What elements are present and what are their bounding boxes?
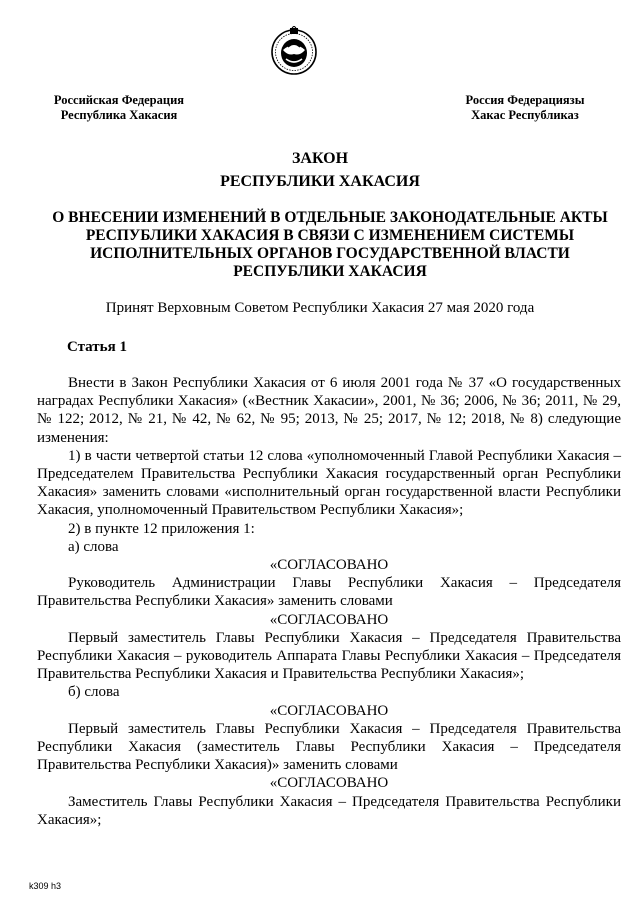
approval-stamp-text: «СОГЛАСОВАНО	[269, 775, 389, 792]
coat-of-arms-emblem	[269, 26, 319, 76]
paragraph: 2) в пункте 12 приложения 1:	[68, 520, 255, 537]
header-right	[445, 93, 605, 123]
footer-code: k309 h3	[29, 881, 62, 891]
article-heading: Статья 1	[67, 339, 127, 355]
header-left-line1: Российская Федерация	[53, 93, 185, 107]
paragraph: Руководитель Администрации Главы Республики Хакасия – Председателя Правительства Республики Хакасия» заменить словами	[37, 575, 621, 610]
law-subject: О ВНЕСЕНИИ ИЗМЕНЕНИЙ В ОТДЕЛЬНЫЕ ЗАКОНОДАТЕЛЬНЫЕ АКТЫ РЕСПУБЛИКИ ХАКАСИЯ В СВЯЗИ С ИЗМЕНЕНИЕМ СИСТЕМЫ ИСПОЛНИТЕЛЬНЫХ ОРГАНОВ ГОСУДАРСТВЕННОЙ ВЛАСТИ РЕСПУБЛИКИ ХАКАСИЯ	[52, 209, 608, 280]
paragraph: а) слова	[68, 538, 119, 555]
article-body	[37, 374, 621, 829]
paragraph: Первый заместитель Главы Республики Хакасия – Председателя Правительства Республики Хакасия – руководитель Аппарата Главы Республики Хакасия – Председателя Правительства Республики Хакасия и Правительства Республики Хакасия»;	[37, 629, 621, 683]
header-right-line2: Хакас Республиказ	[471, 108, 579, 122]
header-left-line2: Республика Хакасия	[60, 108, 178, 122]
paragraph: Внести в Закон Республики Хакасия от 6 июля 2001 года № 37 «О государственных наградах Республики Хакасия» («Вестник Хакасии», 2001, № 36; 2006, № 36; 2011, № 29, № 122; 2012, № 21, № 42, № 62, № 95; 2013, № 25; 2017, № 12; 2018, № 8) следующие изменения:	[37, 375, 621, 446]
adoption-line: Принят Верховным Советом Республики Хакасия 27 мая 2020 года	[105, 300, 535, 316]
approval-stamp-text: «СОГЛАСОВАНО	[269, 611, 389, 628]
header-left	[34, 93, 204, 123]
document-issuer: РЕСПУБЛИКИ ХАКАСИЯ	[220, 173, 420, 190]
document-type: ЗАКОН	[291, 150, 349, 167]
approval-stamp-text: «СОГЛАСОВАНО	[269, 557, 389, 574]
paragraph: Первый заместитель Главы Республики Хакасия – Председателя Правительства Республики Хакасия (заместитель Главы Республики Хакасия – Председателя Правительства Республики Хакасия)» заменить словами	[37, 720, 621, 774]
approval-stamp-text: «СОГЛАСОВАНО	[269, 702, 389, 719]
paragraph: б) слова	[68, 684, 120, 701]
paragraph: 1) в части четвертой статьи 12 слова «уполномоченный Главой Республики Хакасия – Председателем Правительства Республики Хакасия государственный орган Республики Хакасия» заменить словами «исполнительный орган государственной власти Республики Хакасия, уполномоченный Правительством Республики Хакасия»;	[37, 447, 621, 519]
header-right-line1: Россия Федерациязы	[465, 93, 585, 107]
paragraph: Заместитель Главы Республики Хакасия – Председателя Правительства Республики Хакасия»;	[37, 793, 621, 828]
